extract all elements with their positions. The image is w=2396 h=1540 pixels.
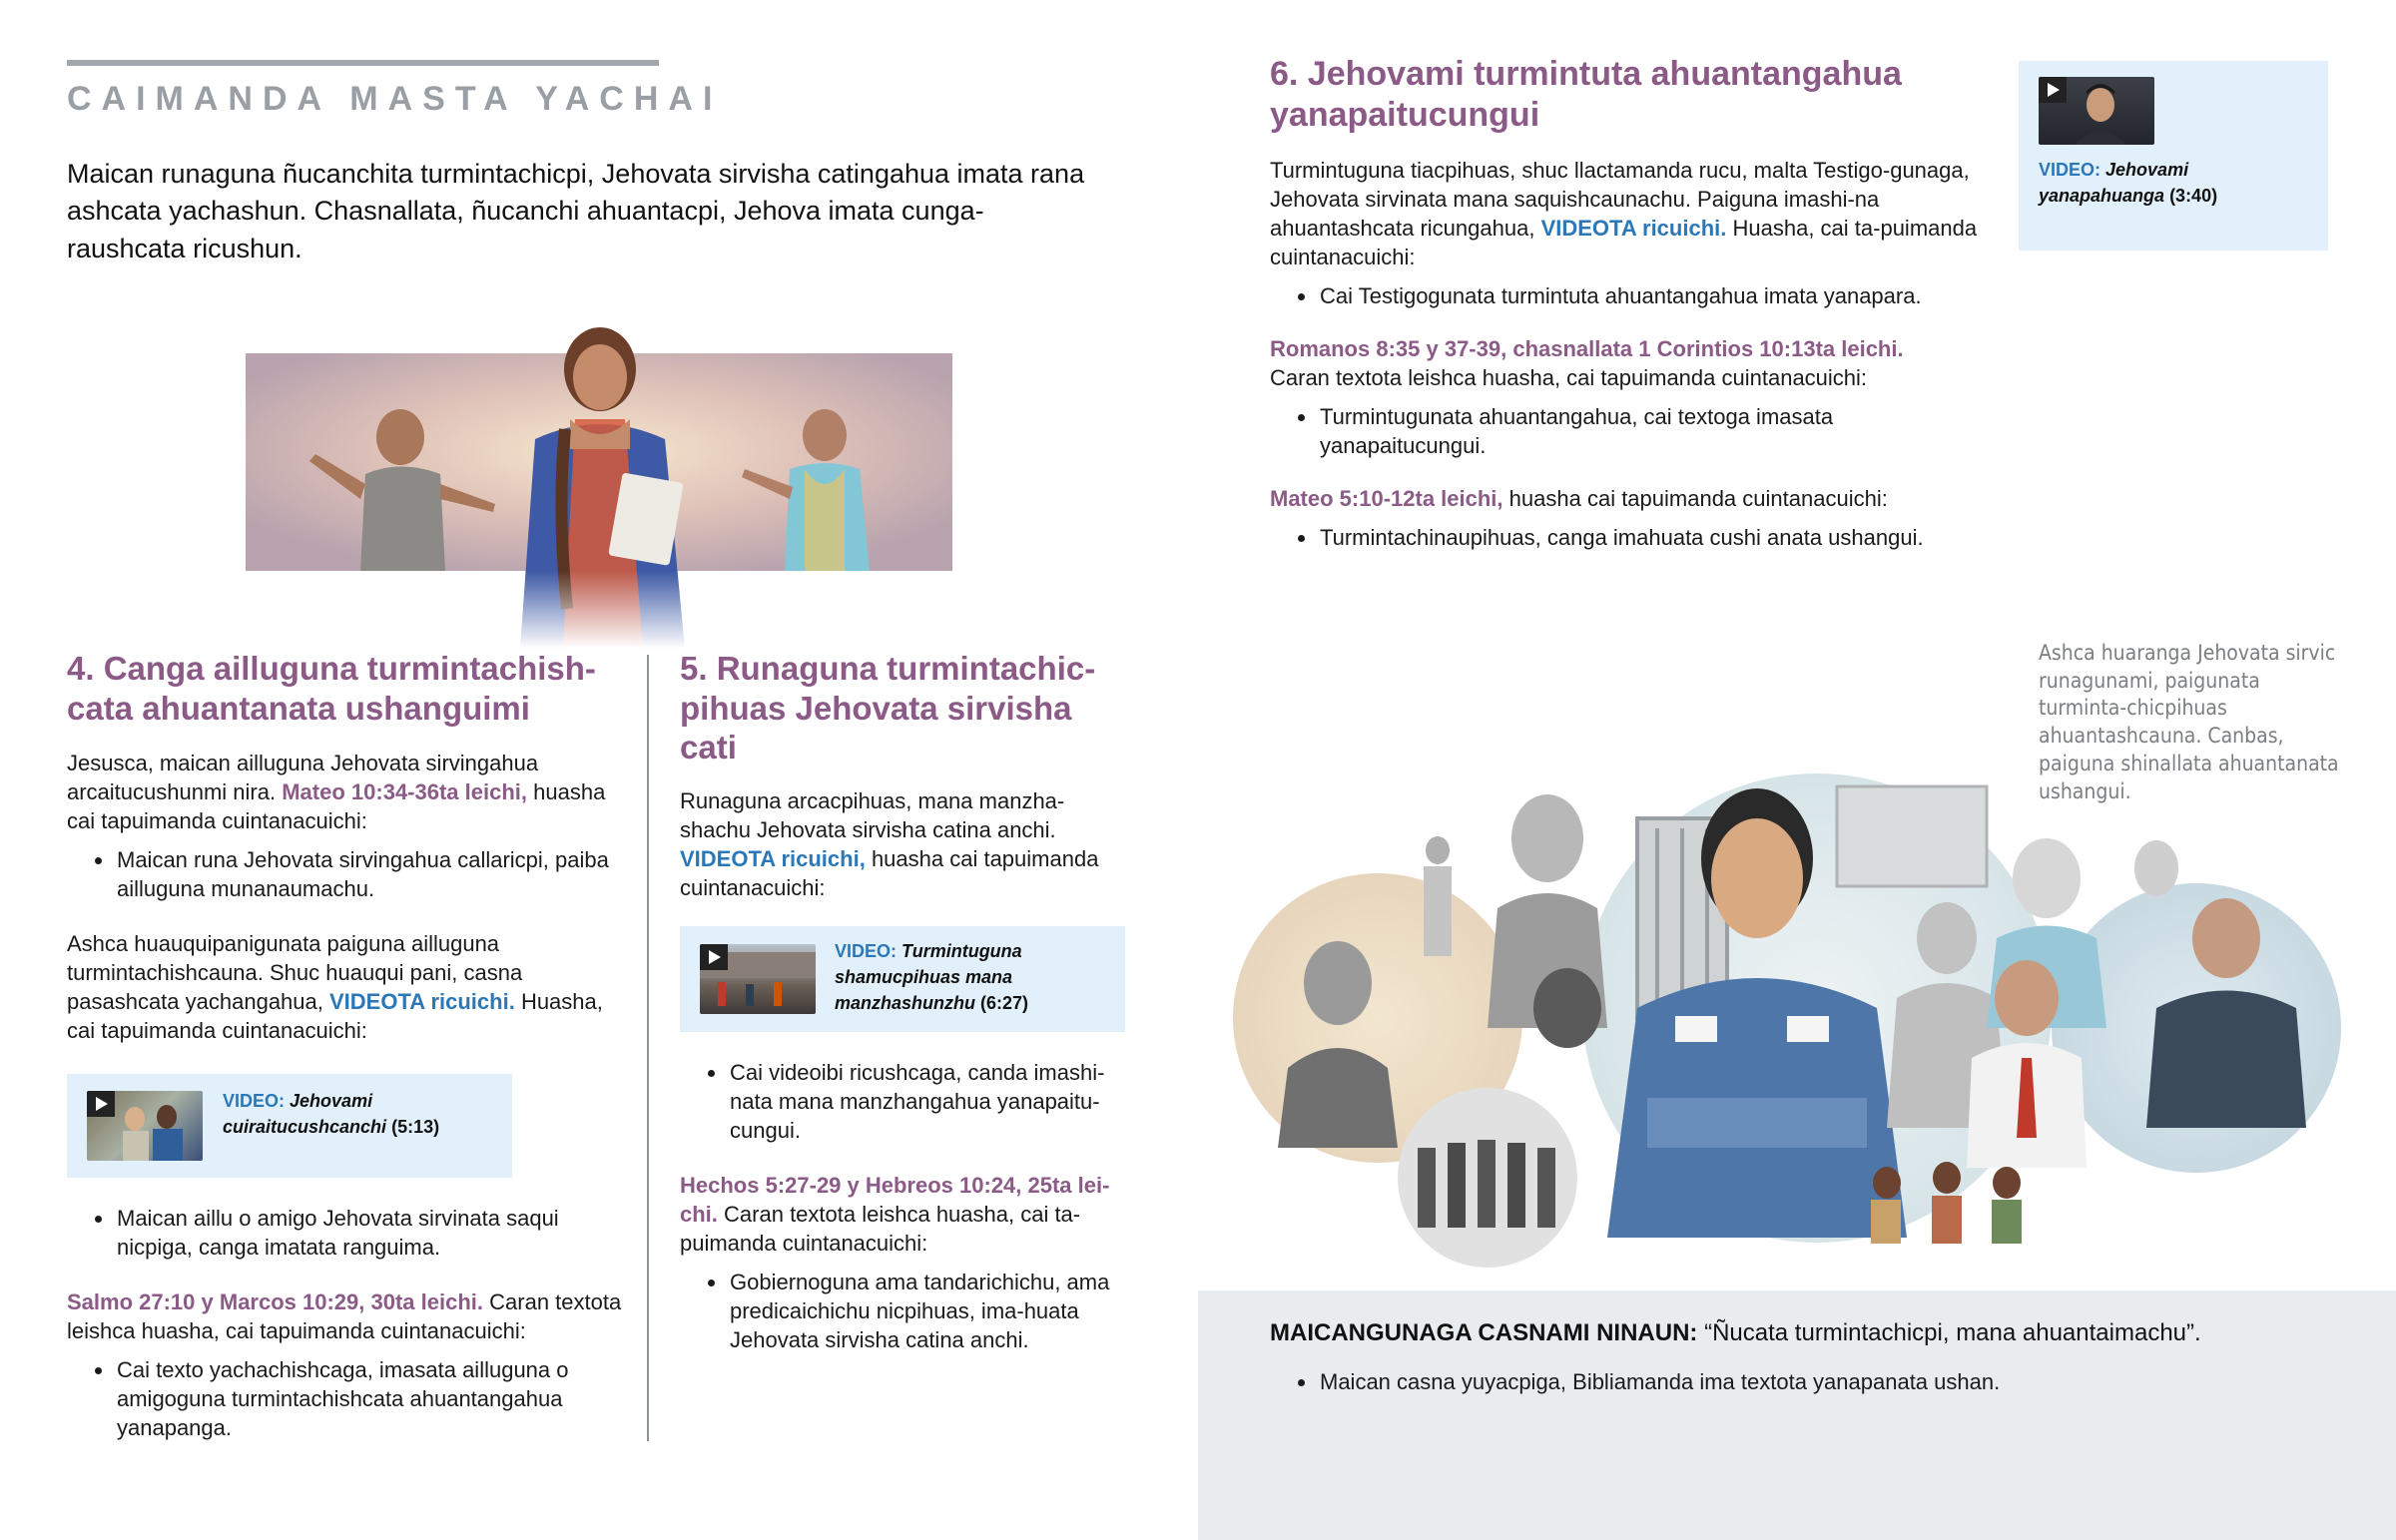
scripture-link-hechos-5[interactable]: Hechos 5:27-29 y Hebreos 10:24, 25ta lei-chi. [680, 1173, 1110, 1228]
section-6-bullets-3 [1270, 523, 1989, 552]
section-4-paragraph-1: Jesusca, maican ailluguna Jehovata sirvingahua arcaitucushunmi nira. Mateo 10:34-36ta leichi, huasha cai tapuimanda cuintanacuichi: [67, 751, 606, 834]
intro-paragraph: Maican runaguna ñucanchita turmintachicpi, Jehovata sirvisha catingahua imata rana ashcata yachashun. Chasnallata, ñucanchi ahuantacpi, Jehova imata cunga-raushcata ricushun. [67, 159, 1085, 263]
video-link[interactable]: VIDEOTA ricuichi. [329, 989, 515, 1015]
video-thumbnail[interactable] [2039, 77, 2154, 145]
column-divider [647, 655, 649, 1441]
list-item: • Turmintachinaupihuas, canga imahuata cushi anata ushangui. [1318, 523, 1989, 552]
faithful-witnesses-illustration [1228, 769, 2356, 1278]
section-4-body-2 [67, 1196, 636, 1442]
section-4-paragraph-2: Ashca huauquipanigunata paiguna ailluguna turmintachishcauna. Shuc huauqui pani, casna pasashcata yachangahua, VIDEOTA ricuichi. Huasha, cai tapuimanda cuintanacuichi: [67, 931, 603, 1044]
eyebrow-rule [67, 60, 659, 66]
footer-lead: MAICANGUNAGA CASNAMI NINAUN: [1270, 1319, 1698, 1346]
footer-statement [1270, 1317, 2348, 1349]
video-card-turmintuguna-shamucpihuas[interactable] [680, 926, 1125, 1032]
video-thumbnail[interactable] [87, 1091, 203, 1161]
video-thumbnail[interactable] [700, 944, 816, 1014]
scripture-link-mateo-10[interactable]: Mateo 10:34-36ta leichi, [282, 779, 528, 805]
section-5-title: 5. Runaguna turmintachic-pihuas Jehovata sirvisha cati [680, 650, 1096, 767]
section-5-bullets-1 [680, 1058, 1129, 1145]
section-4-bullets-3 [67, 1355, 636, 1442]
section-5-body-2 [680, 1050, 1129, 1354]
section-6-paragraph-1: Turmintuguna tiacpihuas, shuc llactamanda rucu, malta Testigo-gunaga, Jehovata sirvinata mana saquishcaunachu. Paiguna imashi-na ahuantashcata ricungahua, VIDEOTA ricuichi. Huasha, cai ta-puimanda cuintanacuichi: [1270, 158, 1978, 270]
section-4-bullets-2 [67, 1204, 636, 1262]
section-5-paragraph-2: Hechos 5:27-29 y Hebreos 10:24, 25ta lei-chi. Caran textota leishca huasha, cai ta-puimanda cuintanacuichi: [680, 1173, 1110, 1257]
section-4-title: 4. Canga ailluguna turmintachish-cata ahuantanata ushanguimi [67, 650, 596, 727]
section-6-title: 6. Jehovami turmintuta ahuantangahua yanapaitucungui [1270, 55, 1902, 134]
list-item: • Cai videoibi ricushcaga, canda imashi-nata mana manzhangahua yanapaitu-cungui. [728, 1058, 1129, 1145]
section-4-paragraph-3: Salmo 27:10 y Marcos 10:29, 30ta leichi. Caran textota leishca huasha, cai tapuimanda cuintanacuichi: [67, 1289, 622, 1344]
section-6-bullets-2 [1270, 402, 1989, 460]
section-6-bullets-1 [1270, 281, 1989, 310]
video-caption: VIDEO: Jehovami yanapahuanga (3:40) [2039, 160, 2218, 207]
list-item: • Turmintugunata ahuantangahua, cai textoga imasata yanapaitucungui. [1318, 402, 1989, 460]
video-card-jehovami-yanapahuanga[interactable] [2019, 61, 2328, 251]
section-5-body [680, 786, 1119, 902]
section-6-body [1270, 156, 1989, 552]
section-4-body [67, 749, 636, 1045]
footer-bullets [1270, 1367, 2396, 1396]
list-item: • Maican aillu o amigo Jehovata sirvinata saqui nicpiga, canga imatata ranguima. [115, 1204, 636, 1262]
section-5-paragraph-1: Runaguna arcacpihuas, mana manzha-shachu Jehovata sirvisha catina anchi. VIDEOTA ricuichi, huasha cai tapuimanda cuintanacuichi: [680, 788, 1099, 901]
video-link[interactable]: VIDEOTA ricuichi, [680, 846, 866, 872]
list-item: • Maican runa Jehovata sirvingahua callaricpi, paiba ailluguna munanaumachu. [115, 845, 636, 903]
list-item: • Cai Testigogunata turmintuta ahuantangahua imata yanapara. [1318, 281, 1989, 310]
list-item: • Maican casna yuyacpiga, Bibliamanda ima textota yanapanata ushan. [1318, 1367, 2396, 1396]
section-5-bullets-2 [680, 1268, 1129, 1354]
section-4-bullets-1 [67, 845, 636, 903]
video-link[interactable]: VIDEOTA ricuichi. [1540, 216, 1727, 242]
play-icon[interactable] [87, 1091, 115, 1117]
video-caption: VIDEO: Jehovami cuiraitucushcanchi (5:13) [223, 1091, 440, 1138]
list-item: • Gobiernoguna ama tandarichichu, ama predicaichichu nicpihuas, ima-huata Jehovata sirvisha catina anchi. [728, 1268, 1129, 1354]
scripture-link-salmo-27[interactable]: Salmo 27:10 y Marcos 10:29, 30ta leichi. [67, 1289, 484, 1315]
section-6-paragraph-2: Romanos 8:35 y 37-39, chasnallata 1 Corintios 10:13ta leichi. Caran textota leishca huasha, cai tapuimanda cuintanacuichi: [1270, 336, 1904, 391]
scripture-link-mateo-5[interactable]: Mateo 5:10-12ta leichi, [1270, 486, 1503, 512]
section-eyebrow: CAIMANDA MASTA YACHAI [67, 80, 723, 118]
family-opposition-illustration [246, 309, 954, 649]
video-caption: VIDEO: Turmintuguna shamucpihuas mana manzhashunzhu (6:27) [835, 941, 1029, 1014]
play-icon[interactable] [2039, 77, 2067, 103]
play-icon[interactable] [700, 944, 728, 970]
video-card-jehovami-cuiraitucushcanchi[interactable] [67, 1074, 512, 1178]
scripture-link-romanos-8[interactable]: Romanos 8:35 y 37-39, chasnallata 1 Corintios 10:13ta leichi. [1270, 336, 1904, 362]
footer-quote: “Ñucata turmintachicpi, mana ahuantaimachu”. [1704, 1319, 2201, 1346]
illustration-caption: Ashca huaranga Jehovata sirvic runagunami, paigunata turminta-chicpihuas ahuantashcauna. Canbas, paiguna shinallata ahuantanata ushangui. [2039, 641, 2339, 803]
section-6-paragraph-3: Mateo 5:10-12ta leichi, huasha cai tapuimanda cuintanacuichi: [1270, 486, 1888, 512]
list-item: • Cai texto yachachishcaga, imasata ailluguna o amigoguna turmintachishcata ahuantangahua yanapanga. [115, 1355, 636, 1442]
